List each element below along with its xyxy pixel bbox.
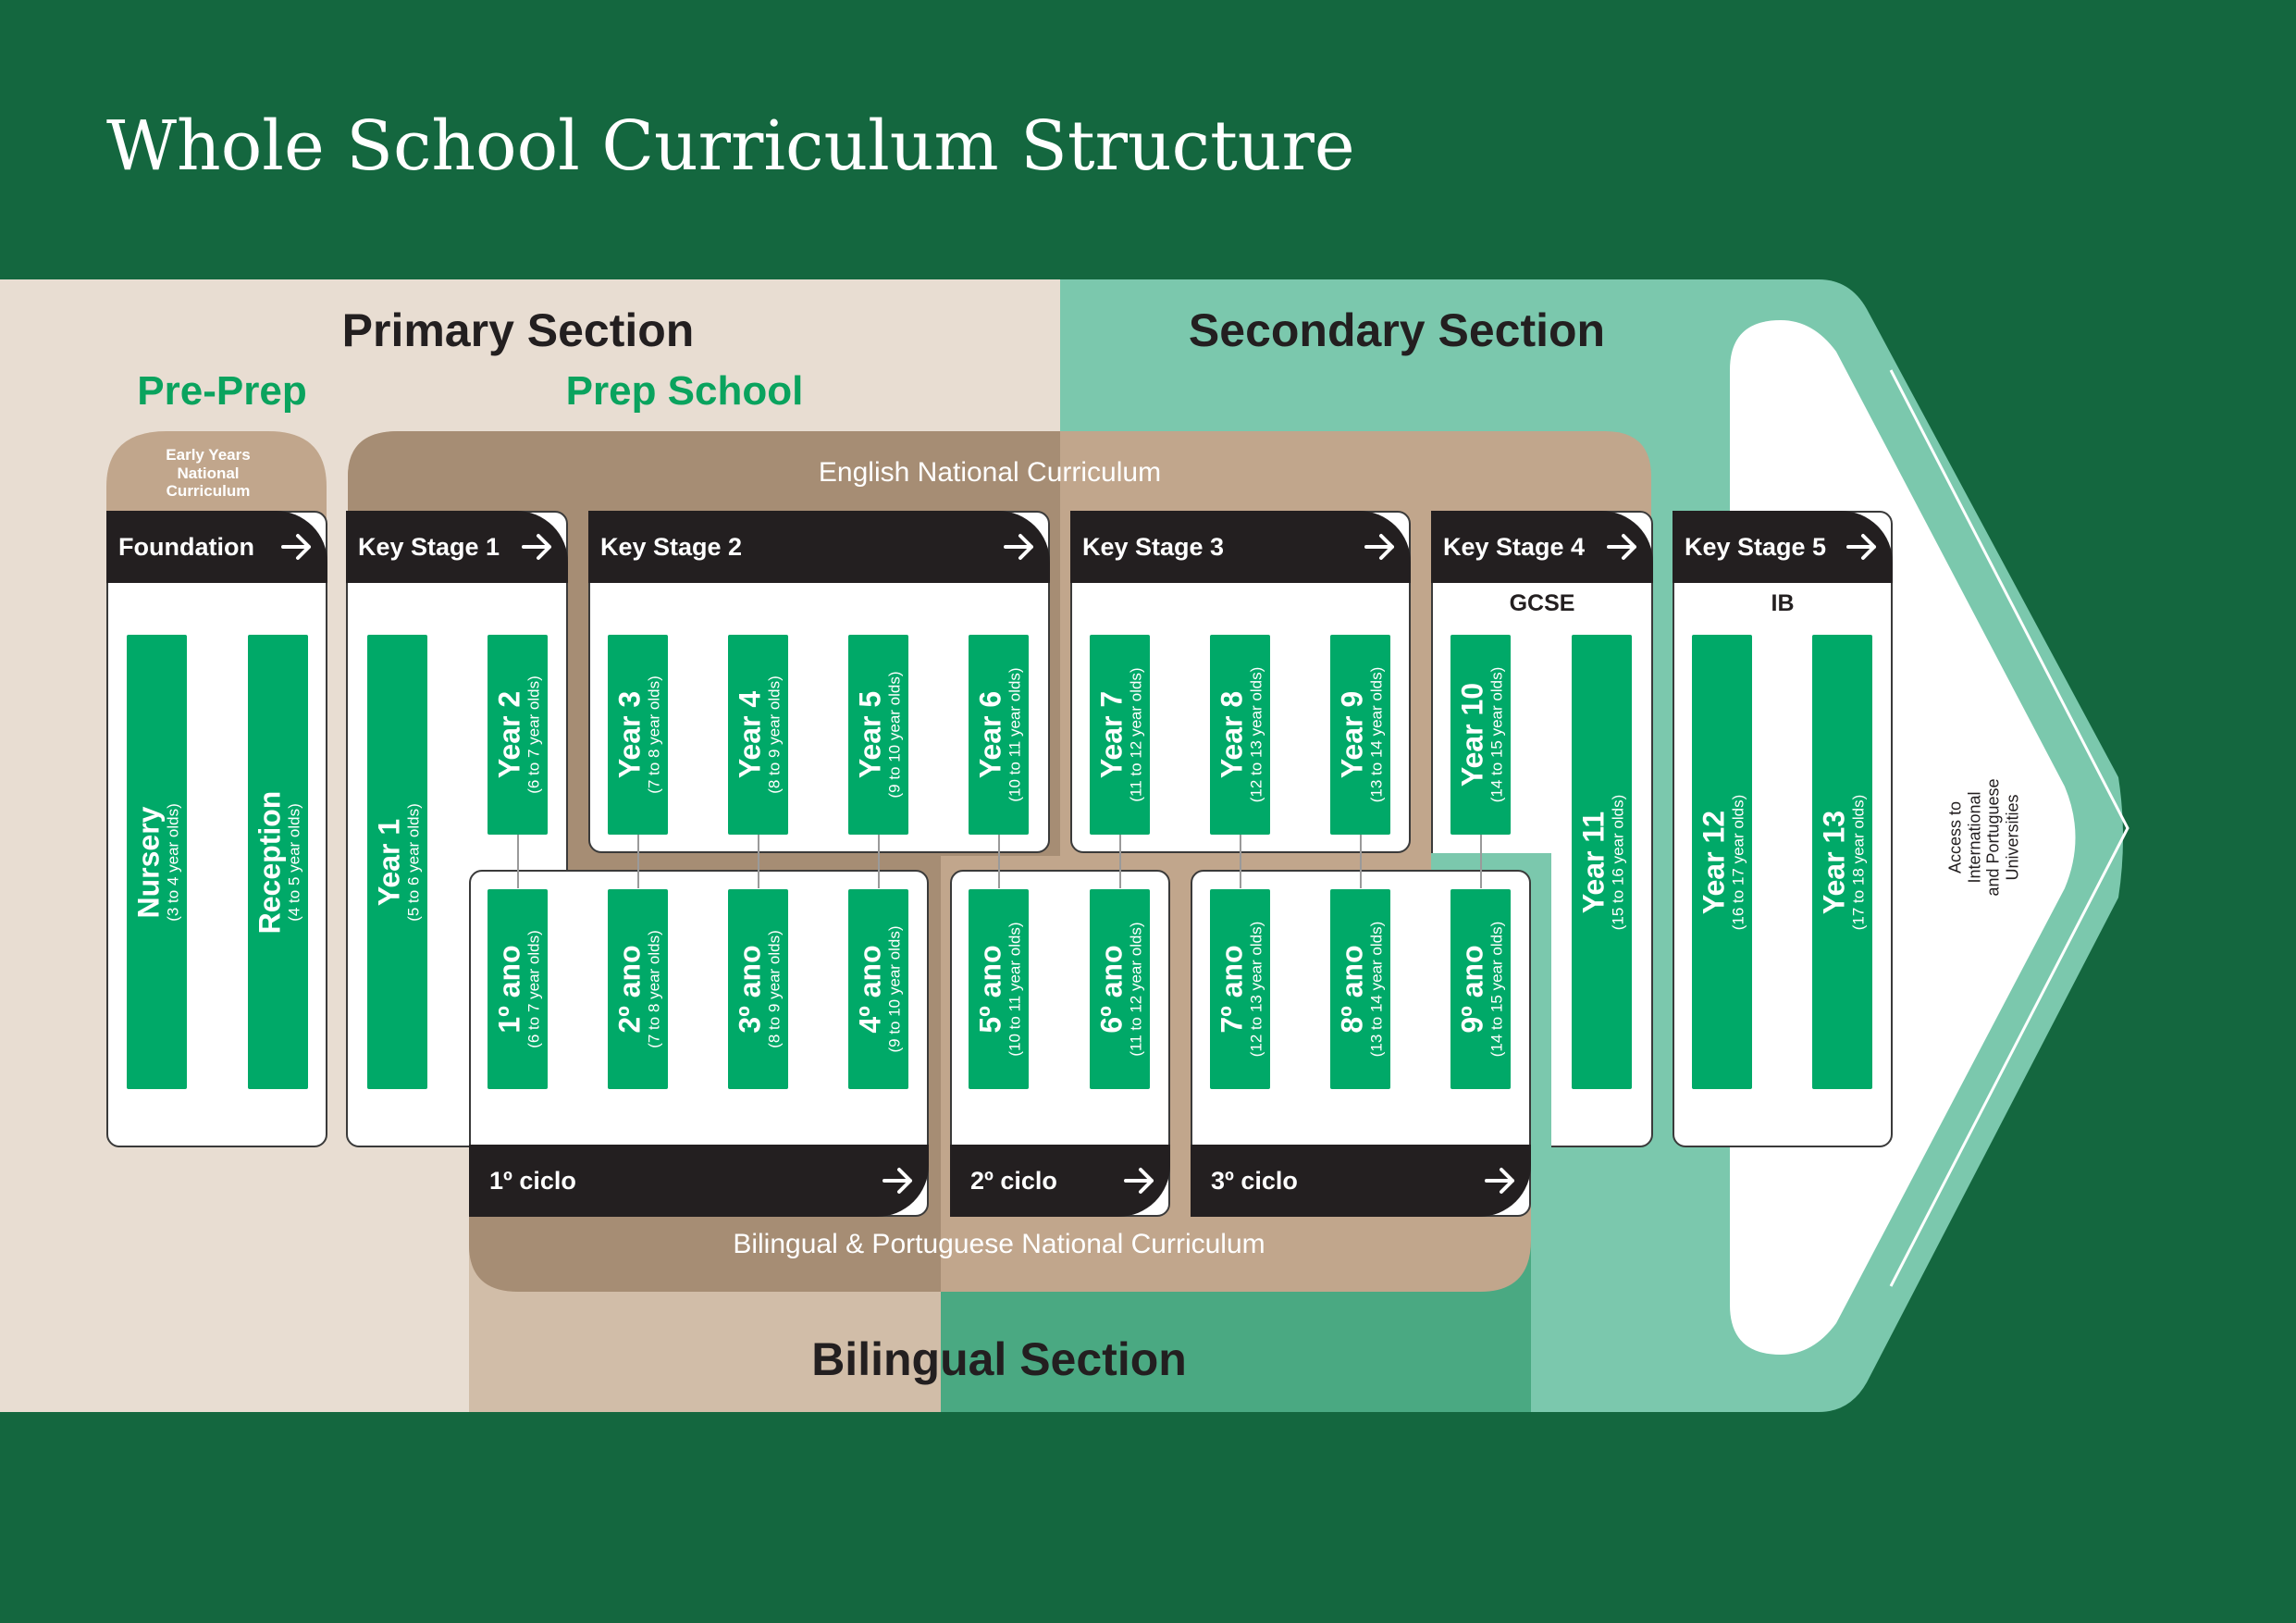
stage-header-ks4[interactable] bbox=[1431, 511, 1653, 583]
primary-section-title: Primary Section bbox=[341, 304, 695, 356]
stage-label: Key Stage 2 bbox=[600, 532, 743, 561]
stage-label: Foundation bbox=[118, 532, 254, 561]
ciclo-label: 1º ciclo bbox=[489, 1166, 576, 1195]
arrow-right-icon bbox=[1364, 533, 1396, 561]
stage-header-ks3[interactable] bbox=[1070, 511, 1411, 583]
stage-header-ks5[interactable] bbox=[1673, 511, 1893, 583]
year-bar-year-12: Year 12 (16 to 17 year olds) bbox=[1692, 635, 1752, 1089]
arrow-right-icon bbox=[1846, 533, 1878, 561]
ciclo-label: 3º ciclo bbox=[1211, 1166, 1298, 1195]
ano-bar-7: 7º ano (12 to 13 year olds) bbox=[1210, 889, 1270, 1089]
year-bar-year-13: Year 13 (17 to 18 year olds) bbox=[1812, 635, 1872, 1089]
connector-line bbox=[637, 835, 639, 888]
ciclo-footer-2[interactable] bbox=[950, 1145, 1170, 1217]
ano-bar-3: 3º ano (8 to 9 year olds) bbox=[728, 889, 788, 1089]
ciclo-footer-3[interactable] bbox=[1191, 1145, 1531, 1217]
year-bar-year-1: Year 1 (5 to 6 year olds) bbox=[367, 635, 427, 1089]
early-years-curriculum-label: Early Years National Curriculum bbox=[166, 446, 251, 501]
arrow-right-icon bbox=[522, 533, 553, 561]
year-bar-year-9: Year 9 (13 to 14 year olds) bbox=[1330, 635, 1390, 835]
connector-line bbox=[1480, 835, 1482, 888]
arrow-right-icon bbox=[281, 533, 313, 561]
year-bar-year-8: Year 8 (12 to 13 year olds) bbox=[1210, 635, 1270, 835]
gcse-label: GCSE bbox=[1509, 590, 1575, 616]
arrow-right-icon bbox=[1004, 533, 1035, 561]
arrow-right-icon bbox=[1607, 533, 1638, 561]
stage-header-ks2[interactable] bbox=[588, 511, 1050, 583]
connector-line bbox=[1360, 835, 1362, 888]
access-line: Access to bbox=[1945, 800, 1965, 874]
stage-label: Key Stage 3 bbox=[1082, 532, 1225, 561]
stage-header-ks1[interactable] bbox=[346, 511, 568, 583]
ano-bar-4: 4º ano (9 to 10 year olds) bbox=[848, 889, 908, 1089]
secondary-section-title: Secondary Section bbox=[1188, 304, 1606, 356]
stage-header-foundation[interactable] bbox=[106, 511, 327, 583]
ib-label: IB bbox=[1771, 590, 1795, 616]
arrow-right-icon bbox=[1485, 1167, 1516, 1195]
ano-bar-1: 1º ano (6 to 7 year olds) bbox=[488, 889, 548, 1089]
pre-prep-title: Pre-Prep bbox=[137, 368, 307, 414]
year-bar-year-6: Year 6 (10 to 11 year olds) bbox=[969, 635, 1029, 835]
page-title: Whole School Curriculum Structure bbox=[106, 106, 1355, 186]
ano-bar-6: 6º ano (11 to 12 year olds) bbox=[1090, 889, 1150, 1089]
access-line: and Portuguese bbox=[1984, 778, 2003, 897]
ano-bar-5: 5º ano (10 to 11 year olds) bbox=[969, 889, 1029, 1089]
stage-label: Key Stage 1 bbox=[358, 532, 500, 561]
year-bar-year-2: Year 2 (6 to 7 year olds) bbox=[488, 635, 548, 835]
connector-line bbox=[1119, 835, 1121, 888]
bilingual-curriculum-label: Bilingual & Portuguese National Curriculum bbox=[733, 1229, 1265, 1259]
year-bar-year-7: Year 7 (11 to 12 year olds) bbox=[1090, 635, 1150, 835]
english-curriculum-label: English National Curriculum bbox=[818, 457, 1162, 488]
year-bar-year-4: Year 4 (8 to 9 year olds) bbox=[728, 635, 788, 835]
bilingual-section-title: Bilingual Section bbox=[811, 1333, 1187, 1385]
year-bar-nursery: Nursery (3 to 4 year olds) bbox=[127, 635, 187, 1089]
connector-line bbox=[998, 835, 1000, 888]
access-line: Universities bbox=[2003, 794, 2022, 881]
ciclo-footer-1[interactable] bbox=[469, 1145, 929, 1217]
connector-line bbox=[758, 835, 759, 888]
year-bar-reception: Reception (4 to 5 year olds) bbox=[248, 635, 308, 1089]
stage-label: Key Stage 4 bbox=[1443, 532, 1586, 561]
ciclo-label: 2º ciclo bbox=[970, 1166, 1057, 1195]
ano-bar-9: 9º ano (14 to 15 year olds) bbox=[1450, 889, 1511, 1089]
year-bar-year-10: Year 10 (14 to 15 year olds) bbox=[1450, 635, 1511, 835]
year-bar-year-11: Year 11 (15 to 16 year olds) bbox=[1572, 635, 1632, 1089]
connector-line bbox=[517, 835, 519, 888]
access-line: International bbox=[1965, 791, 1984, 884]
arrow-right-icon bbox=[883, 1167, 914, 1195]
prep-school-title: Prep School bbox=[565, 368, 804, 414]
connector-line bbox=[878, 835, 880, 888]
access-universities-text bbox=[1892, 768, 2077, 907]
connector-line bbox=[1240, 835, 1241, 888]
ano-bar-2: 2º ano (7 to 8 year olds) bbox=[608, 889, 668, 1089]
stage-label: Key Stage 5 bbox=[1685, 532, 1827, 561]
year-bar-year-3: Year 3 (7 to 8 year olds) bbox=[608, 635, 668, 835]
ano-bar-8: 8º ano (13 to 14 year olds) bbox=[1330, 889, 1390, 1089]
arrow-right-icon bbox=[1124, 1167, 1155, 1195]
year-bar-year-5: Year 5 (9 to 10 year olds) bbox=[848, 635, 908, 835]
